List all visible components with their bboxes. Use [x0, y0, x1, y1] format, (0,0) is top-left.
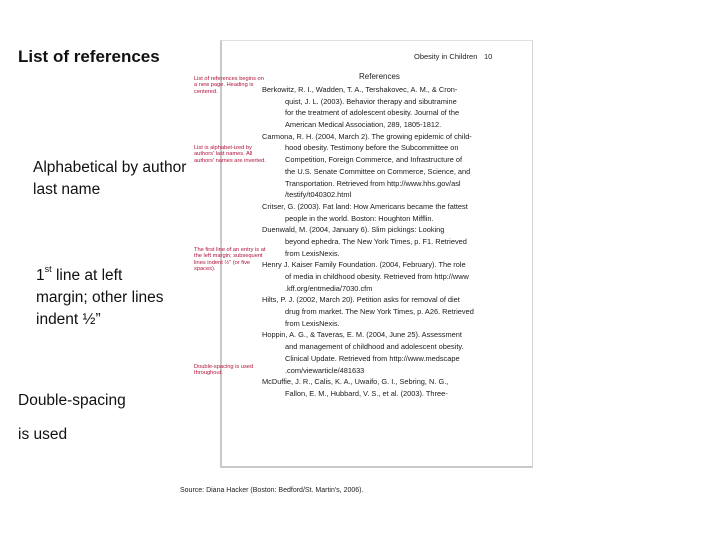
- slide-title: List of references: [18, 47, 160, 66]
- running-head: Obesity in Children: [414, 52, 478, 61]
- reference-line: from LexisNexis.: [285, 318, 340, 328]
- reference-line: from LexisNexis.: [285, 248, 340, 258]
- source-caption: Source: Diana Hacker (Boston: Bedford/St. Martin's, 2006).: [180, 487, 364, 494]
- note-indent-superscript: st: [44, 264, 52, 274]
- margin-note: List of references begins on a new page. Heading is centered.: [194, 76, 264, 95]
- note-indent: [36, 265, 166, 331]
- margin-note: List is alphabet-ized by authors' last names. All authors' names are inverted.: [194, 145, 266, 164]
- reference-line: of media in childhood obesity. Retrieved from http://www: [285, 272, 469, 281]
- reference-line: and management of childhood and adolescent obesity.: [285, 342, 464, 352]
- reference-line: Henry J. Kaiser Family Foundation. (2004, February). The role: [262, 260, 466, 270]
- reference-line: Hilts, P. J. (2002, March 20). Petition asks for removal of diet: [262, 295, 460, 305]
- reference-list: [262, 84, 524, 400]
- reference-line: /testify/t040302.html: [285, 190, 352, 200]
- reference-line: hood obesity. Testimony before the Subcommittee on: [285, 143, 459, 153]
- reference-line: American Medical Association, 289, 1805-1812.: [285, 120, 442, 130]
- margin-note: Double-spacing is used throughout.: [194, 364, 254, 377]
- page-number: 10: [484, 52, 493, 61]
- reference-line: .kff.org/entmedia/7030.cfm: [285, 283, 373, 293]
- reference-line: Fallon, E. M., Hubbard, V. S., et al. (2003). Three-: [285, 388, 448, 398]
- note-indent-rest: line at left margin; other lines indent ½”: [36, 267, 164, 328]
- note-alphabetical: Alphabetical by author last name: [33, 159, 187, 198]
- reference-line: beyond ephedra. The New York Times, p. F1. Retrieved: [285, 236, 467, 246]
- note-indent-first: 1: [36, 267, 45, 284]
- reference-line: the U.S. Senate Committee on Commerce, Science, and: [285, 166, 471, 176]
- reference-line: Critser, G. (2003). Fat land: How Americans became the fattest: [262, 201, 468, 211]
- reference-line: quist, J. L. (2003). Behavior therapy and sibutramine: [285, 96, 457, 106]
- reference-line: Carmona, R. H. (2004, March 2). The growing epidemic of child-: [262, 131, 472, 141]
- references-heading: References: [359, 72, 400, 81]
- reference-line: Hoppin, A. G., & Taveras, E. M. (2004, June 25). Assessment: [262, 330, 462, 340]
- reference-line: for the treatment of adolescent obesity. Journal of the: [285, 108, 460, 118]
- reference-line: McDuffie, J. R., Calis, K. A., Uwaifo, G. I., Sebring, N. G.,: [262, 377, 449, 387]
- reference-line: Clinical Update. Retrieved from http://www.medscape: [285, 353, 460, 363]
- note-double-spacing: Double-spacing: [18, 392, 126, 409]
- note-double-spacing-2: is used: [18, 426, 68, 443]
- reference-line: Competition, Foreign Commerce, and Infrastructure of: [285, 155, 463, 165]
- reference-line: Transportation. Retrieved from http://www.hhs.gov/asl: [285, 178, 461, 188]
- reference-line: drug from market. The New York Times, p. A26. Retrieved: [285, 307, 474, 317]
- reference-line: Duenwald, M. (2004, January 6). Slim pickings: Looking: [262, 225, 445, 235]
- reference-line: people in the world. Boston: Houghton Mifflin.: [285, 213, 434, 223]
- reference-line: .com/viewarticle/481633: [285, 365, 365, 375]
- reference-line: Berkowitz, R. I., Wadden, T. A., Tershakovec, A. M., & Cron-: [262, 85, 458, 94]
- margin-note: The first line of an entry is at the left margin; subsequent lines indent ½" (or five spaces).: [194, 247, 266, 273]
